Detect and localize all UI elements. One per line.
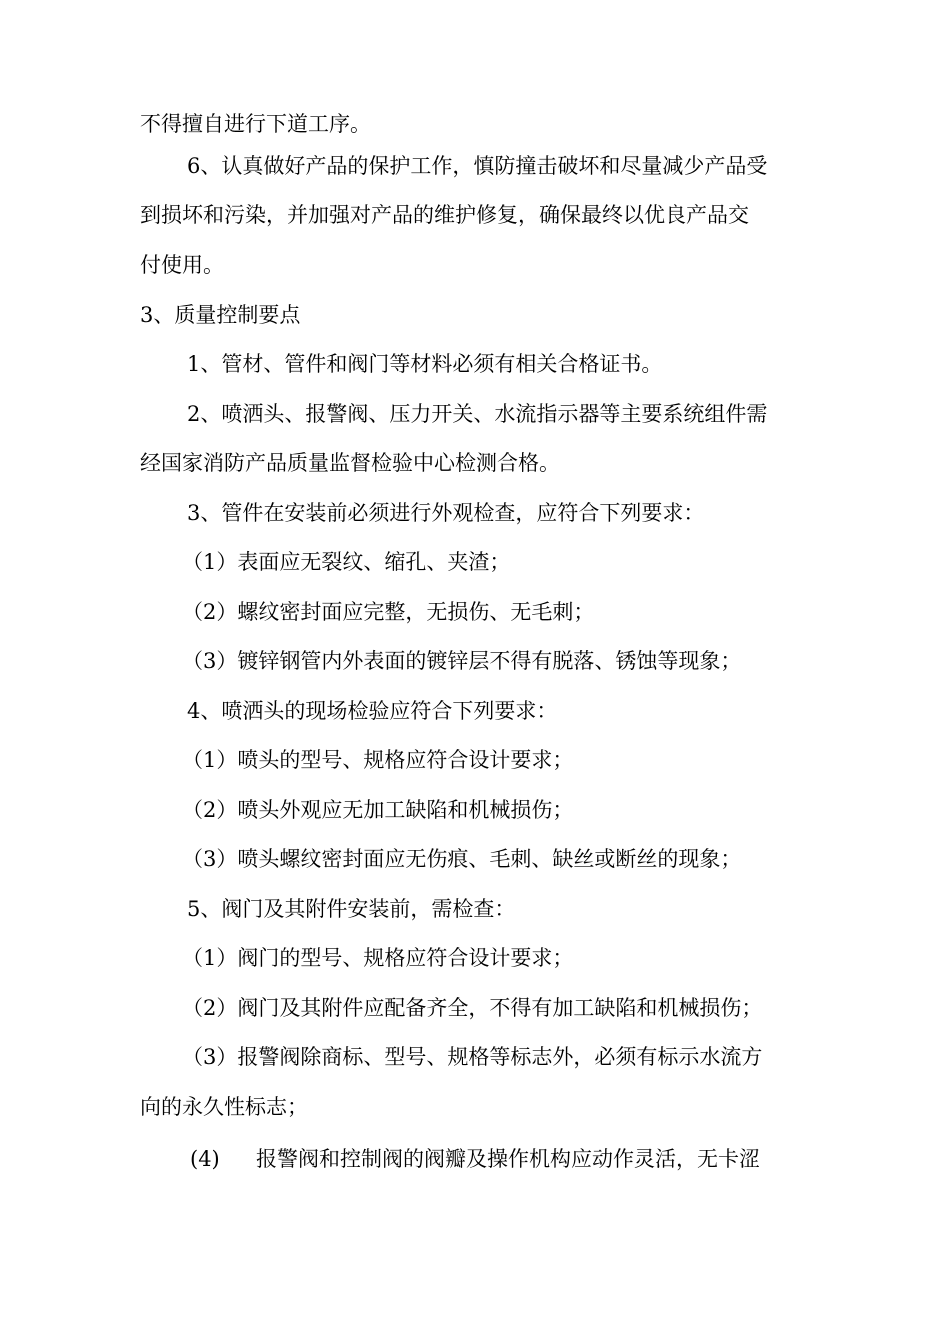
- paragraph-line: 向的永久性标志；: [140, 1095, 308, 1119]
- paragraph-line: 6、认真做好产品的保护工作，慎防撞击破坏和尽量减少产品受: [187, 154, 768, 178]
- list-item: （3）镀锌钢管内外表面的镀锌层不得有脱落、锈蚀等现象；: [182, 649, 742, 673]
- list-item: （3）喷头螺纹密封面应无伤痕、毛刺、缺丝或断丝的现象；: [182, 847, 742, 871]
- paragraph-line: 4、喷洒头的现场检验应符合下列要求：: [187, 699, 558, 723]
- list-item-number: (4): [190, 1147, 220, 1171]
- paragraph-line: 2、喷洒头、报警阀、压力开关、水流指示器等主要系统组件需: [187, 402, 768, 426]
- paragraph-line: 1、管材、管件和阀门等材料必须有相关合格证书。: [187, 352, 663, 376]
- list-item: （2）螺纹密封面应完整，无损伤、无毛刺；: [182, 600, 595, 624]
- paragraph-line: 到损坏和污染，并加强对产品的维护修复，确保最终以优良产品交: [140, 203, 749, 227]
- section-heading: 3、质量控制要点: [140, 303, 301, 327]
- paragraph-line: 5、阀门及其附件安装前，需检查：: [187, 897, 516, 921]
- paragraph-line: 3、管件在安装前必须进行外观检查，应符合下列要求：: [187, 501, 705, 525]
- list-item: （3）报警阀除商标、型号、规格等标志外，必须有标示水流方: [182, 1045, 763, 1069]
- paragraph-line: 付使用。: [140, 253, 224, 277]
- list-item: （2）阀门及其附件应配备齐全，不得有加工缺陷和机械损伤；: [182, 996, 763, 1020]
- list-item: 报警阀和控制阀的阀瓣及操作机构应动作灵活，无卡涩: [256, 1147, 760, 1171]
- list-item: （1）喷头的型号、规格应符合设计要求；: [182, 748, 574, 772]
- paragraph-line: 经国家消防产品质量监督检验中心检测合格。: [140, 451, 560, 475]
- paragraph-line: 不得擅自进行下道工序。: [140, 112, 371, 136]
- list-item: （2）喷头外观应无加工缺陷和机械损伤；: [182, 798, 574, 822]
- list-item: （1）表面应无裂纹、缩孔、夹渣；: [182, 550, 511, 574]
- list-item: （1）阀门的型号、规格应符合设计要求；: [182, 946, 574, 970]
